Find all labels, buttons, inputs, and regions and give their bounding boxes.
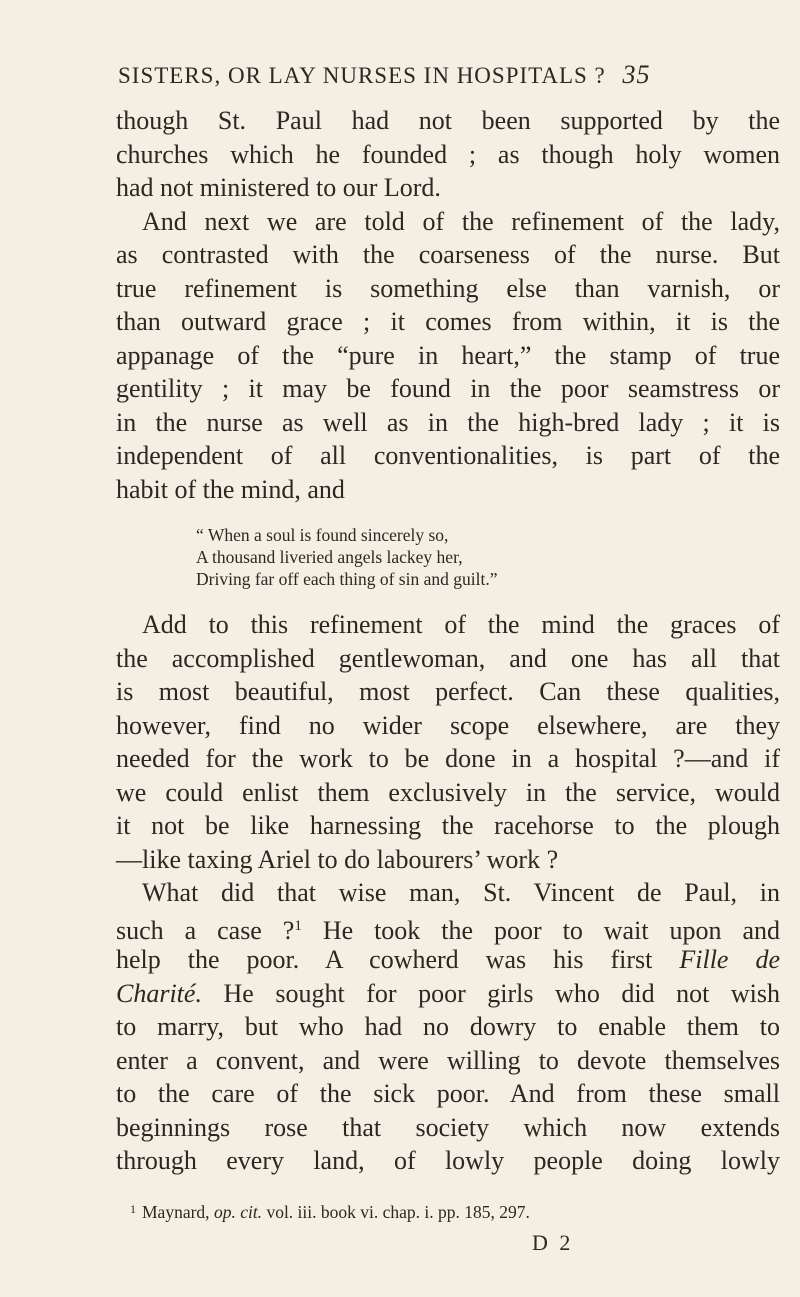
- text-line: however, find no wider scope elsewhere, are they: [116, 710, 780, 740]
- text-line: What did that wise man, St. Vincent de Paul, in: [142, 878, 780, 907]
- verse-line: “ When a soul is found sincerely so,: [196, 525, 449, 545]
- text-line: we could enlist them exclusively in the service, would: [116, 777, 780, 807]
- running-head-title: SISTERS, OR LAY NURSES IN HOSPITALS ?: [118, 63, 606, 88]
- text-line: independent of all conventionalities, is part of the: [116, 441, 780, 470]
- text-line: [116, 977, 780, 1011]
- verse-quotation: [196, 524, 780, 590]
- text-span: He took the poor to wait upon and: [301, 915, 780, 945]
- text-line: appanage of the “pure in heart,” the stamp of true: [116, 340, 780, 370]
- body-text: [116, 104, 780, 1178]
- text-span: help the poor. A cowherd was his first: [116, 945, 680, 974]
- footnote-reference[interactable]: 1: [294, 917, 302, 934]
- text-line: the accomplished gentlewoman, and one has all that: [116, 643, 780, 673]
- verse-line: Driving far off each thing of sin and guilt.”: [196, 569, 498, 589]
- signature-mark: D 2: [532, 1230, 574, 1255]
- text-line: it not be like harnessing the racehorse to the plough: [116, 811, 780, 840]
- text-line: enter a convent, and were willing to devote themselves: [116, 1045, 780, 1075]
- footnote-text: vol. iii. book vi. chap. i. pp. 185, 297.: [262, 1202, 530, 1222]
- text-line: —like taxing Ariel to do labourers’ work ?: [116, 844, 559, 874]
- text-line: [116, 943, 780, 977]
- text-line: churches which he founded ; as though holy women: [116, 139, 780, 169]
- text-line: to marry, but who had no dowry to enable them to: [116, 1012, 780, 1041]
- text-line: through every land, of lowly people doing lowly: [116, 1146, 780, 1175]
- italic-term: Charité.: [116, 978, 202, 1008]
- footnote-text: Maynard,: [142, 1202, 214, 1222]
- text-line: needed for the work to be done in a hospital ?—and if: [116, 744, 780, 773]
- text-line: is most beautiful, most perfect. Can these qualities,: [116, 677, 780, 706]
- verse-line: A thousand liveried angels lackey her,: [196, 547, 463, 567]
- text-line: habit of the mind, and: [116, 474, 345, 504]
- text-span: He sought for poor girls who did not wish: [201, 978, 780, 1008]
- italic-term: Fille de: [679, 945, 780, 974]
- text-line: gentility ; it may be found in the poor seamstress or: [116, 374, 780, 403]
- page-number: 35: [622, 60, 651, 89]
- text-line: true refinement is something else than varnish, or: [116, 273, 780, 303]
- text-line: beginnings rose that society which now extends: [116, 1112, 780, 1142]
- text-line: [116, 910, 780, 944]
- text-line: Add to this refinement of the mind the graces of: [142, 610, 780, 639]
- footnote: [130, 1202, 780, 1223]
- text-line: to the care of the sick poor. And from these small: [116, 1079, 780, 1108]
- text-line: though St. Paul had not been supported by the: [116, 106, 780, 135]
- text-line: And next we are told of the refinement of the lady,: [142, 206, 780, 236]
- footnote-marker: 1: [130, 1202, 136, 1216]
- running-head: [118, 60, 778, 90]
- footnote-italic: op. cit.: [213, 1202, 263, 1222]
- text-line: in the nurse as well as in the high-bred lady ; it is: [116, 407, 780, 437]
- text-line: than outward grace ; it comes from within, it is the: [116, 307, 780, 336]
- text-line: had not ministered to our Lord.: [116, 173, 441, 202]
- text-span: such a case ?: [116, 915, 295, 945]
- text-line: as contrasted with the coarseness of the nurse. But: [116, 240, 780, 269]
